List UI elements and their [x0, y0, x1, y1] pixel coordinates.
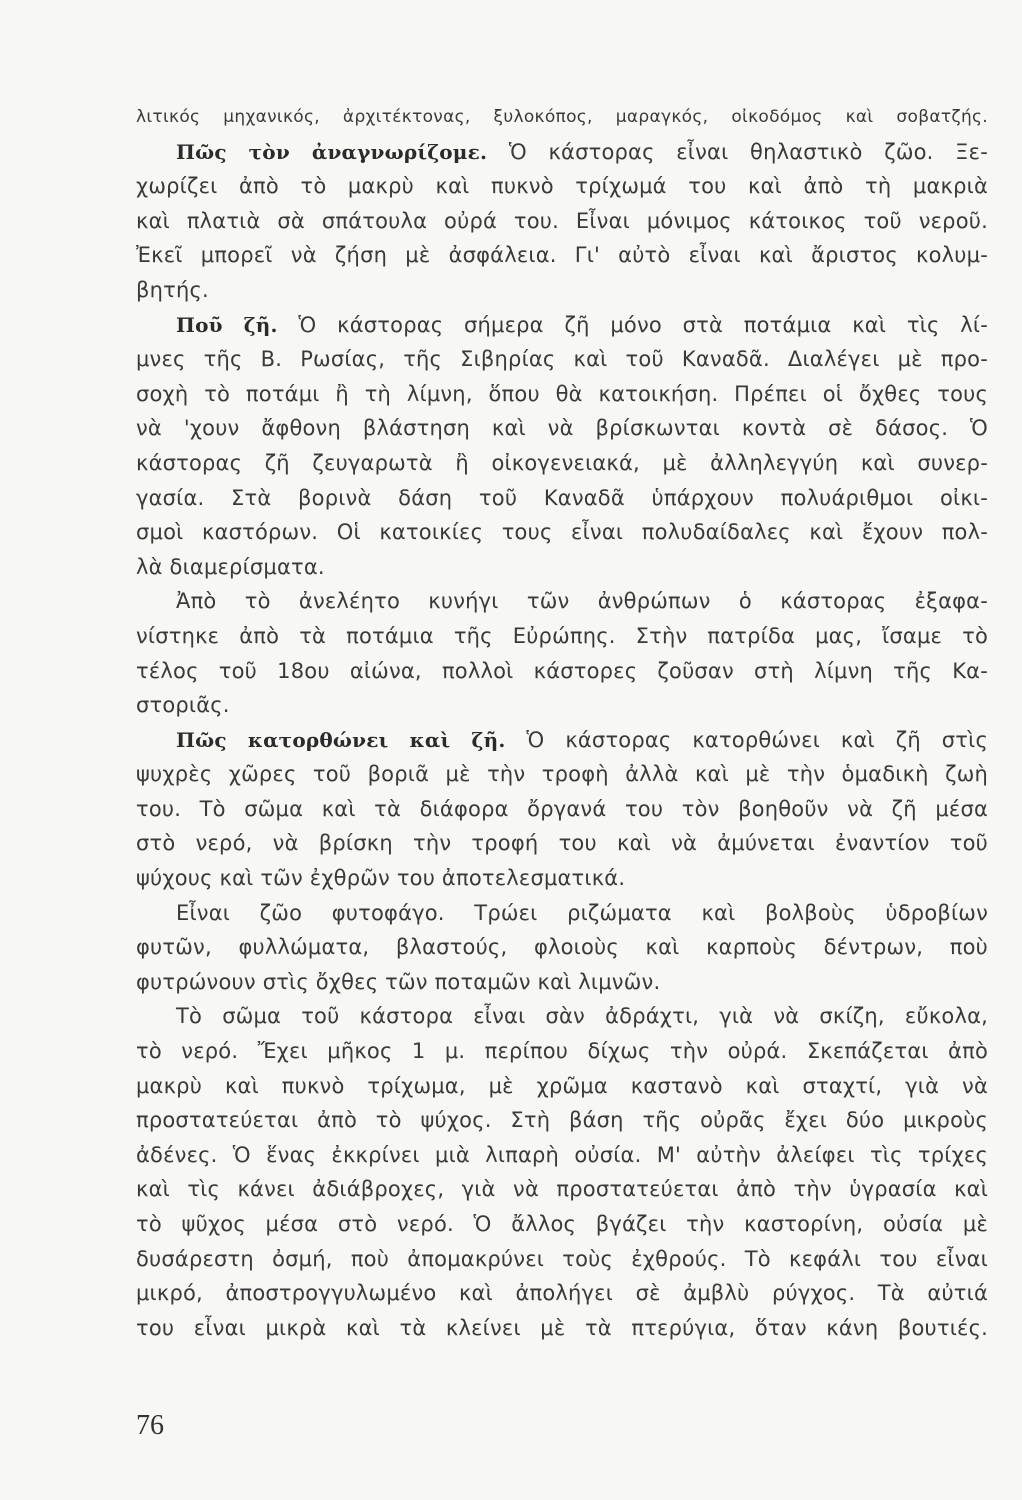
line-text: φυτῶν, φυλλώματα, βλαστούς, φλοιοὺς καὶ καρποὺς δέντρων, ποὺ [136, 935, 988, 960]
line-text: Ὁ κάστορας κατορθώνει καὶ ζῆ στὶς [505, 727, 988, 752]
line-text: μνες τῆς Β. Ρωσίας, τῆς Σιβηρίας καὶ τοῦ Καναδᾶ. Διαλέγει μὲ προ- [136, 347, 988, 372]
text-line [136, 273, 988, 308]
line-text: καὶ πλατιὰ σὰ σπάτουλα οὐρά του. Εἶναι μόνιμος κάτοικος τοῦ νεροῦ. [136, 208, 988, 233]
line-text: νὰ 'χουν ἄφθονη βλάστηση καὶ νὰ βρίσκωνται κοντὰ σὲ δάσος. Ὁ [136, 416, 988, 441]
line-text: καὶ τὶς κάνει ἀδιάβροχες, γιὰ νὰ προστατεύεται ἀπὸ τὴν ὑγρασία καὶ [136, 1177, 988, 1202]
line-text: τὸ νερό. Ἔχει μῆκος 1 μ. περίπου δίχως τὴν οὐρά. Σκεπάζεται ἀπὸ [136, 1039, 988, 1064]
line-text: γασία. Στὰ βορινὰ δάση τοῦ Καναδᾶ ὑπάρχουν πολυάριθμοι οἰκι- [136, 485, 988, 510]
line-text: φυτρώνουν στὶς ὄχθες τῶν ποταμῶν καὶ λιμνῶν. [136, 969, 661, 994]
line-text: χωρίζει ἀπὸ τὸ μακρὺ καὶ πυκνὸ τρίχωμά του καὶ ἀπὸ τὴ μακριὰ [136, 174, 988, 199]
text-line [136, 238, 988, 273]
text-line [136, 100, 988, 135]
text-line [136, 377, 988, 412]
text-line [136, 619, 988, 654]
line-text: του εἶναι μικρὰ καὶ τὰ κλείνει μὲ τὰ πτερύγια, ὅταν κάνη βουτιές. [136, 1315, 988, 1340]
text-line [136, 1138, 988, 1173]
text-line [136, 999, 988, 1034]
line-text: σοχὴ τὸ ποτάμι ἢ τὴ λίμνη, ὅπου θὰ κατοικήση. Πρέπει οἱ ὄχθες τους [136, 381, 988, 406]
text-line [136, 757, 988, 792]
text-line [136, 1207, 988, 1242]
line-text: στὸ νερό, νὰ βρίσκη τὴν τροφή του καὶ νὰ ἀμύνεται ἐναντίον τοῦ [136, 831, 988, 856]
text-line [136, 861, 988, 896]
section-heading: Πῶς τὸν ἀναγνωρίζομε. [176, 139, 488, 164]
line-text: ἀδένες. Ὁ ἕνας ἐκκρίνει μιὰ λιπαρὴ οὐσία. Μ' αὐτὴν ἀλείφει τὶς τρίχες [136, 1142, 988, 1167]
line-text: του. Τὸ σῶμα καὶ τὰ διάφορα ὄργανά του τὸν βοηθοῦν νὰ ζῆ μέσα [136, 796, 988, 821]
text-line [136, 169, 988, 204]
text-line [136, 550, 988, 585]
line-text: σμοὶ καστόρων. Οἱ κατοικίες τους εἶναι πολυδαίδαλες καὶ ἔχουν πολ- [136, 520, 988, 545]
line-text: τὸ ψῦχος μέσα στὸ νερό. Ὁ ἄλλος βγάζει τὴν καστορίνη, οὐσία μὲ [136, 1212, 988, 1236]
text-line [136, 446, 988, 481]
line-text: βητής. [136, 277, 209, 302]
line-text: μικρό, ἀποστρογγυλωμένο καὶ ἀπολήγει σὲ ἀμβλὺ ρύγχος. Τὰ αὐτιά [136, 1281, 988, 1306]
text-line [136, 135, 988, 170]
text-line [136, 515, 988, 550]
text-line [136, 1311, 988, 1346]
text-line [136, 1172, 988, 1207]
text-line [136, 1276, 988, 1311]
text-line [136, 584, 988, 619]
line-text: νίστηκε ἀπὸ τὰ ποτάμια τῆς Εὐρώπης. Στὴν πατρίδα μας, ἴσαμε τὸ [136, 623, 988, 648]
text-line [136, 204, 988, 239]
line-text: ψυχρὲς χῶρες τοῦ βοριᾶ μὲ τὴν τροφὴ ἀλλὰ καὶ μὲ τὴν ὁμαδικὴ ζωὴ [136, 762, 988, 787]
text-line [136, 930, 988, 965]
line-text: δυσάρεστη ὀσμή, ποὺ ἀπομακρύνει τοὺς ἐχθρούς. Τὸ κεφάλι του εἶναι [136, 1246, 988, 1271]
line-text: Ὁ κάστορας σήμερα ζῆ μόνο στὰ ποτάμια καὶ τὶς λί- [277, 312, 988, 337]
line-text: μακρὺ καὶ πυκνὸ τρίχωμα, μὲ χρῶμα καστανὸ καὶ σταχτί, γιὰ νὰ [136, 1073, 988, 1098]
line-text: Ἐκεῖ μπορεῖ νὰ ζήση μὲ ἀσφάλεια. Γι' αὐτὸ εἶναι καὶ ἄριστος κολυμ- [136, 243, 988, 268]
page-number: 76 [136, 1410, 164, 1441]
line-text: Τὸ σῶμα τοῦ κάστορα εἶναι σὰν ἀδράχτι, γιὰ νὰ σκίζη, εὔκολα, [176, 1004, 988, 1029]
text-line [136, 1069, 988, 1104]
section-heading: Ποῦ ζῆ. [176, 312, 278, 337]
text-line [136, 654, 988, 689]
text-line [136, 688, 988, 723]
line-text: προστατεύεται ἀπὸ τὸ ψύχος. Στὴ βάση τῆς οὐρᾶς ἔχει δύο μικροὺς [136, 1108, 988, 1133]
text-line [136, 723, 988, 758]
section-heading: Πῶς κατορθώνει καὶ ζῆ. [176, 727, 506, 752]
text-line [136, 481, 988, 516]
text-line [136, 826, 988, 861]
text-line [136, 1034, 988, 1069]
line-text: Εἶναι ζῶο φυτοφάγο. Τρώει ριζώματα καὶ βολβοὺς ὑδροβίων [176, 900, 988, 925]
line-text: κάστορας ζῆ ζευγαρωτὰ ἢ οἰκογενειακά, μὲ ἀλληλεγγύη καὶ συνερ- [136, 450, 988, 475]
body-text [136, 100, 988, 1345]
text-line [136, 965, 988, 1000]
text-line [136, 342, 988, 377]
text-line [136, 896, 988, 931]
text-line [136, 411, 988, 446]
line-text: στοριᾶς. [136, 693, 230, 718]
text-line [136, 1103, 988, 1138]
line-text: λὰ διαμερίσματα. [136, 554, 325, 579]
text-line [136, 792, 988, 827]
line-text: ψύχους καὶ τῶν ἐχθρῶν του ἀποτελεσματικά. [136, 866, 626, 891]
line-text: τέλος τοῦ 18ου αἰώνα, πολλοὶ κάστορες ζοῦσαν στὴ λίμνη τῆς Κα- [136, 658, 988, 683]
line-text: λιτικός μηχανικός, ἀρχιτέκτονας, ξυλοκόπος, μαραγκός, οἰκοδόμος καὶ σοβατζής. [136, 107, 988, 127]
line-text: Ὁ κάστορας εἶναι θηλαστικὸ ζῶο. Ξε- [487, 139, 988, 164]
text-line [136, 308, 988, 343]
text-line [136, 1242, 988, 1277]
line-text: Ἀπὸ τὸ ἀνελέητο κυνήγι τῶν ἀνθρώπων ὁ κάστορας ἐξαφα- [176, 589, 988, 614]
